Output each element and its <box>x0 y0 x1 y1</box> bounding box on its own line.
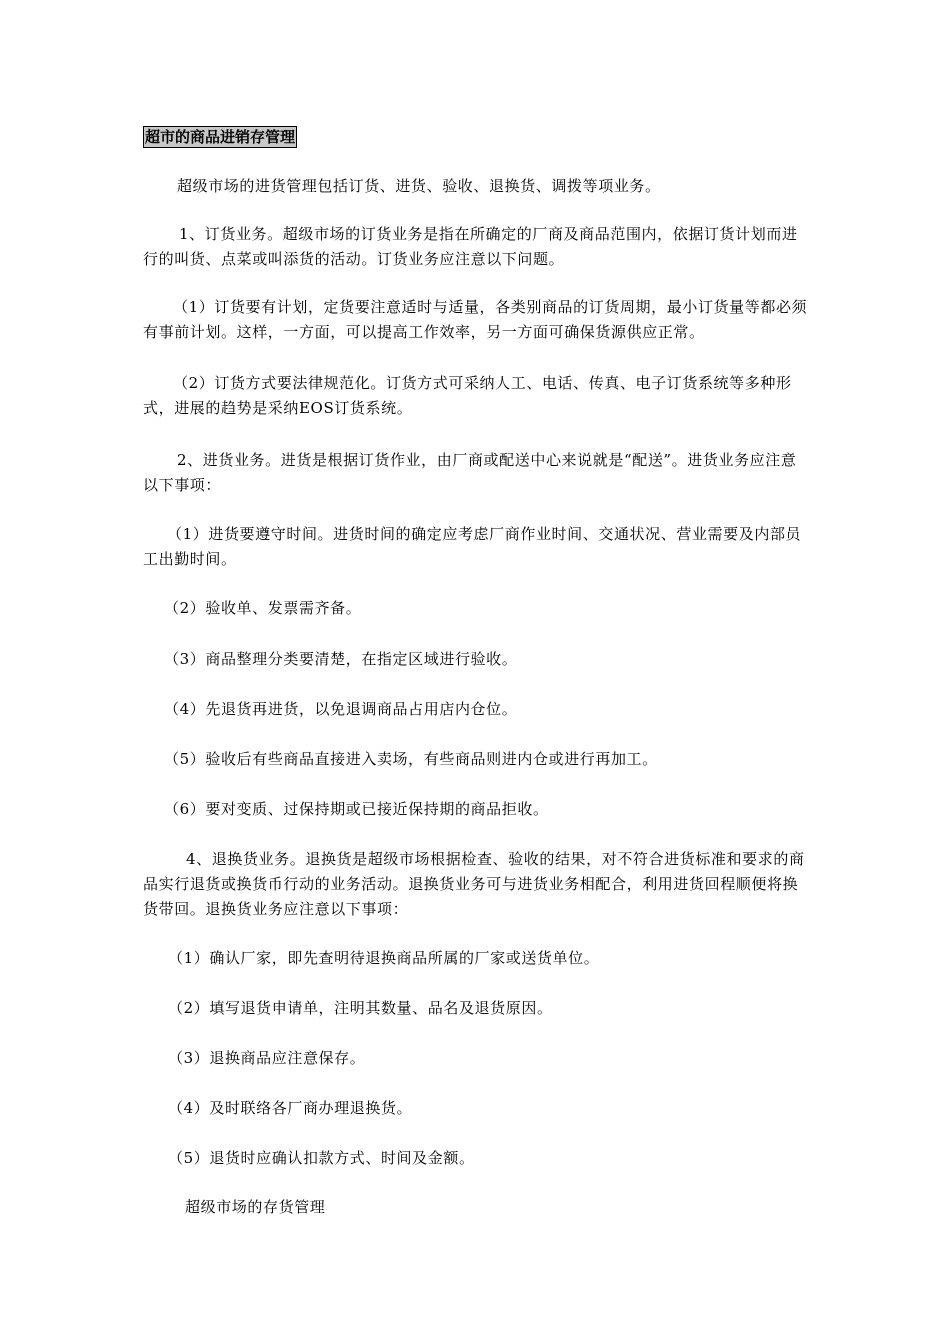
paragraph-receiving: 2、进货业务。进货是根据订货作业，由厂商或配送中心来说就是“配送”。进货业务应注意以下事项： <box>143 451 797 494</box>
paragraph-returns-confirm: （1）确认厂家，即先查明待退换商品所属的厂家或送货单位。 <box>168 949 600 967</box>
paragraph-ordering-method: （2）订货方式要法律规范化。订货方式可采纳人工、电话、传真、电子订货系统等多种形式，进展的趋势是采纳EOS订货系统。 <box>143 374 792 417</box>
paragraph-receiving-docs: （2）验收单、发票需齐备。 <box>164 599 362 617</box>
section-heading-inventory: 超级市场的存货管理 <box>185 1198 326 1216</box>
paragraph-receiving-time: （1）进货要遵守时间。进货时间的确定应考虑厂商作业时间、交通状况、营业需要及内部员工出勤时间。 <box>143 525 802 568</box>
paragraph-ordering-plan: （1）订货要有计划，定货要注意适时与适量，各类别商品的订货周期，最小订货量等都必须有事前计划。这样，一方面，可以提高工作效率，另一方面可确保货源供应正常。 <box>143 298 808 341</box>
paragraph-returns-payment: （5）退货时应确认扣款方式、时间及金额。 <box>168 1149 475 1167</box>
paragraph-returns-form: （2）填写退货申请单，注明其数量、品名及退货原因。 <box>168 999 553 1017</box>
paragraph-receiving-reject: （6）要对变质、过保持期或已接近保持期的商品拒收。 <box>164 800 549 818</box>
paragraph-ordering: 1、订货业务。超级市场的订货业务是指在所确定的厂商及商品范围内，依据订货计划而进行的叫货、点菜或叫添货的活动。订货业务应注意以下问题。 <box>143 225 798 268</box>
paragraph-receiving-return-first: （4）先退货再进货，以免退调商品占用店内仓位。 <box>164 700 518 718</box>
paragraph-returns-storage: （3）退换商品应注意保存。 <box>168 1049 366 1067</box>
document-title: 超市的商品进销存管理 <box>145 128 296 146</box>
paragraph-receiving-inspection: （5）验收后有些商品直接进入卖场，有些商品则进内仓或进行再加工。 <box>164 750 658 768</box>
paragraph-returns: 4、退换货业务。退换货是超级市场根据检查、验收的结果，对不符合进货标准和要求的商品实行退货或换货币行动的业务活动。退换货业务可与进货业务相配合，利用进货回程顺便将换货带回。退换货业务应注意以下事项： <box>143 850 805 918</box>
paragraph-returns-contact: （4）及时联络各厂商办理退换货。 <box>168 1099 413 1117</box>
paragraph-intro: 超级市场的进货管理包括订货、进货、验收、退换货、调拨等项业务。 <box>177 177 661 195</box>
paragraph-receiving-sort: （3）商品整理分类要清楚，在指定区域进行验收。 <box>164 650 518 668</box>
